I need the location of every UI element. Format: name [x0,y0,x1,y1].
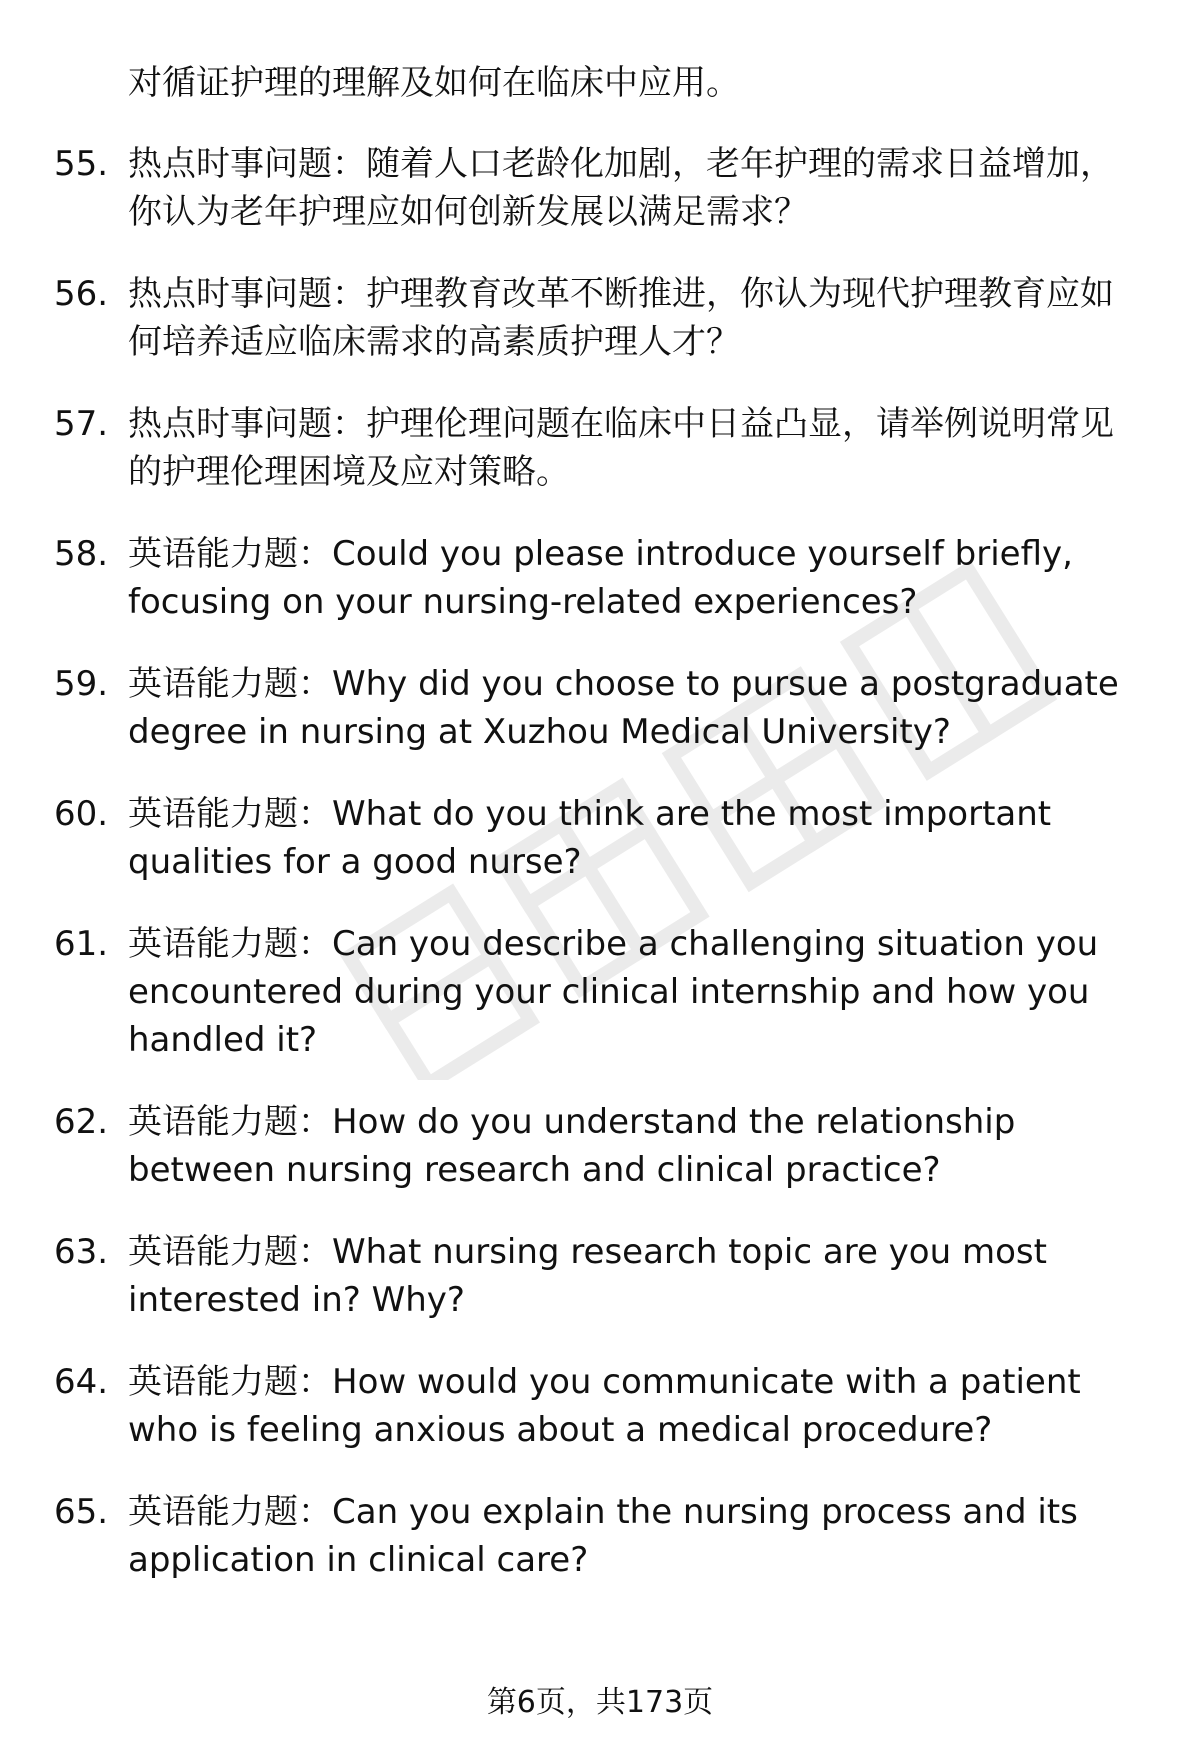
question-number: 65. [54,1492,109,1532]
question-item [0,530,1138,626]
question-text: 英语能力题：Can you explain the nursing process and its application in clinical care? [128,1492,1078,1580]
question-text: 英语能力题：What do you think are the most important qualities for a good nurse? [128,794,1052,882]
question-number: 57. [54,404,109,444]
question-text: 英语能力题：Could you please introduce yourself briefly, focusing on your nursing-related experiences? [128,534,1073,622]
question-list [0,140,1200,1618]
question-item [0,1358,1138,1454]
continuation-line: 对循证护理的理解及如何在临床中应用。 [128,63,740,103]
question-item [0,400,1138,496]
question-item [0,270,1138,366]
question-number: 59. [54,664,109,704]
question-number: 60. [54,794,109,834]
question-item [0,1488,1138,1584]
question-text: 英语能力题：How would you communicate with a patient who is feeling anxious about a medical procedure? [128,1362,1081,1450]
question-text: 英语能力题：How do you understand the relationship between nursing research and clinical practice? [128,1102,1016,1190]
question-item [0,140,1138,236]
question-text: 热点时事问题：护理伦理问题在临床中日益凸显，请举例说明常见的护理伦理困境及应对策略。 [128,404,1114,492]
question-number: 58. [54,534,109,574]
question-number: 63. [54,1232,109,1272]
question-number: 61. [54,924,109,964]
question-item [0,790,1138,886]
question-text: 热点时事问题：护理教育改革不断推进，你认为现代护理教育应如何培养适应临床需求的高素质护理人才？ [128,274,1114,362]
question-item [0,1228,1138,1324]
question-number: 55. [54,144,109,184]
question-number: 56. [54,274,109,314]
question-number: 62. [54,1102,109,1142]
question-number: 64. [54,1362,109,1402]
question-item [0,1098,1138,1194]
question-text: 热点时事问题：随着人口老龄化加剧，老年护理的需求日益增加，你认为老年护理应如何创新发展以满足需求？ [128,144,1114,232]
question-text: 英语能力题：What nursing research topic are you most interested in? Why? [128,1232,1047,1320]
question-item [0,920,1138,1064]
question-text: 英语能力题：Why did you choose to pursue a postgraduate degree in nursing at Xuzhou Medical University? [128,664,1119,752]
page-footer: 第6页，共173页 [486,1685,714,1720]
question-item [0,660,1138,756]
question-text: 英语能力题：Can you describe a challenging situation you encountered during your clinical internship and how you handled it? [128,924,1099,1060]
